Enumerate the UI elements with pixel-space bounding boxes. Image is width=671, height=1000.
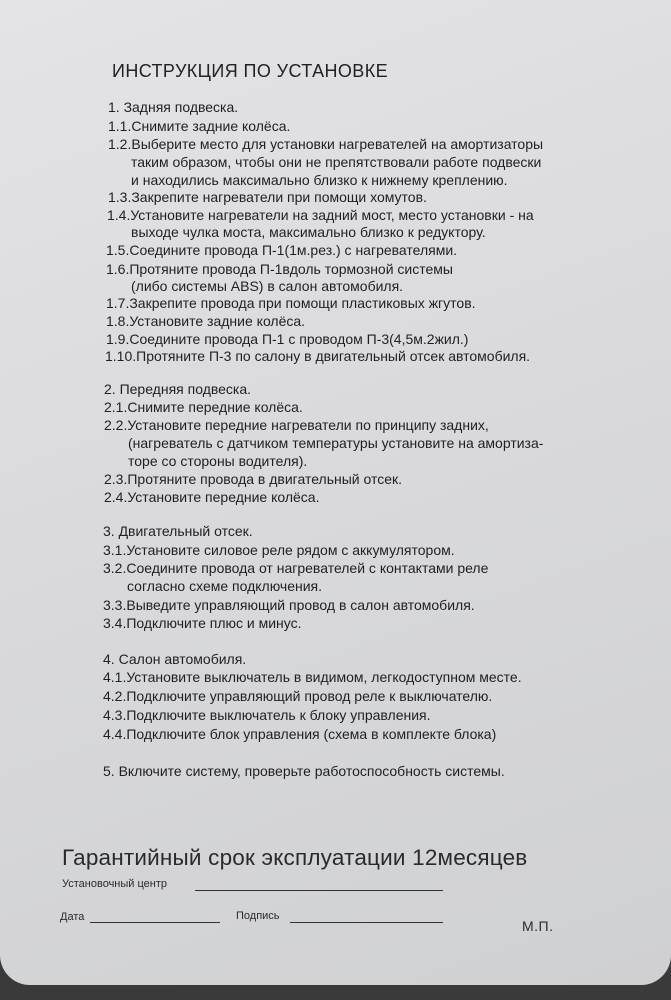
section-2-heading: 2. Передняя подвеска. bbox=[104, 381, 252, 397]
section-3-heading: 3. Двигательный отсек. bbox=[103, 523, 253, 539]
instruction-line-continuation: (нагреватель с датчиком температуры установите на амортиза- bbox=[128, 435, 544, 451]
instruction-line: 4.3.Подключите выключатель к блоку управления. bbox=[103, 707, 431, 723]
instruction-line-continuation: выходе чулка моста, максимально близко к редуктору. bbox=[131, 224, 486, 240]
section-1-heading: 1. Задняя подвеска. bbox=[108, 99, 239, 115]
section-4-heading: 4. Салон автомобиля. bbox=[103, 651, 247, 667]
instruction-line: 1.4.Установите нагреватели на задний мост, место установки - на bbox=[107, 207, 534, 223]
instruction-line: 1.3.Закрепите нагреватели при помощи хомутов. bbox=[108, 189, 427, 205]
stamp-placeholder: М.П. bbox=[522, 918, 554, 934]
instruction-line: 3.1.Установите силовое реле рядом с аккумулятором. bbox=[103, 542, 455, 558]
instruction-line: 3.2.Соедините провода от нагревателей с контактами реле bbox=[103, 560, 489, 576]
signature-label: Подпись bbox=[236, 910, 280, 922]
instruction-line: 1.9.Соедините провода П-1 с проводом П-3(4,5м.2жил.) bbox=[106, 331, 469, 347]
instruction-line: 2.3.Протяните провода в двигательный отсек. bbox=[104, 471, 403, 487]
installation-center-label: Установочный центр bbox=[62, 878, 168, 890]
instruction-line: 1.6.Протяните провода П-1вдоль тормозной системы bbox=[106, 261, 453, 277]
instruction-line: 1.5.Соедините провода П-1(1м.рез.) с нагревателями. bbox=[106, 242, 458, 258]
instruction-line: 4.4.Подключите блок управления (схема в комплекте блока) bbox=[103, 726, 497, 742]
instruction-line: 4.2.Подключите управляющий провод реле к выключателю. bbox=[103, 688, 493, 704]
document-title: ИНСТРУКЦИЯ ПО УСТАНОВКЕ bbox=[112, 61, 388, 81]
instruction-line: 3.4.Подключите плюс и минус. bbox=[103, 615, 302, 631]
warranty-statement: Гарантийный срок эксплуатации 12месяцев bbox=[62, 845, 528, 870]
instruction-line: 1.2.Выберите место для установки нагревателей на амортизаторы bbox=[108, 136, 544, 152]
instruction-line: 3.3.Выведите управляющий провод в салон автомобиля. bbox=[103, 597, 475, 613]
date-label: Дата bbox=[60, 911, 85, 923]
instruction-line: 1.1.Снимите задние колёса. bbox=[108, 118, 291, 134]
instruction-line: 4.1.Установите выключатель в видимом, легкодоступном месте. bbox=[103, 669, 522, 685]
instruction-line: 1.10.Протяните П-3 по салону в двигательный отсек автомобиля. bbox=[105, 348, 531, 364]
instruction-line-continuation: и находились максимально близко к нижнему креплению. bbox=[131, 172, 508, 188]
instruction-line: 1.8.Установите задние колёса. bbox=[106, 313, 306, 329]
instruction-line: 2.1.Снимите передние колёса. bbox=[104, 399, 303, 415]
installation-center-line bbox=[195, 890, 443, 891]
instruction-line: 1.7.Закрепите провода при помощи пластиковых жгутов. bbox=[106, 295, 476, 311]
signature-line bbox=[290, 922, 443, 923]
instruction-line-continuation: таким образом, чтобы они не препятствовали работе подвески bbox=[131, 154, 542, 170]
instruction-line: 2.2.Установите передние нагреватели по принципу задних, bbox=[104, 417, 489, 433]
instruction-line: 2.4.Установите передние колёса. bbox=[104, 489, 320, 505]
instruction-line-continuation: согласно схеме подключения. bbox=[127, 578, 323, 594]
instruction-line-continuation: торе со стороны водителя). bbox=[128, 453, 308, 469]
instruction-line-continuation: (либо системы ABS) в салон автомобиля. bbox=[131, 278, 404, 294]
date-line bbox=[90, 922, 220, 923]
section-5-heading: 5. Включите систему, проверьте работоспособность системы. bbox=[103, 763, 505, 779]
